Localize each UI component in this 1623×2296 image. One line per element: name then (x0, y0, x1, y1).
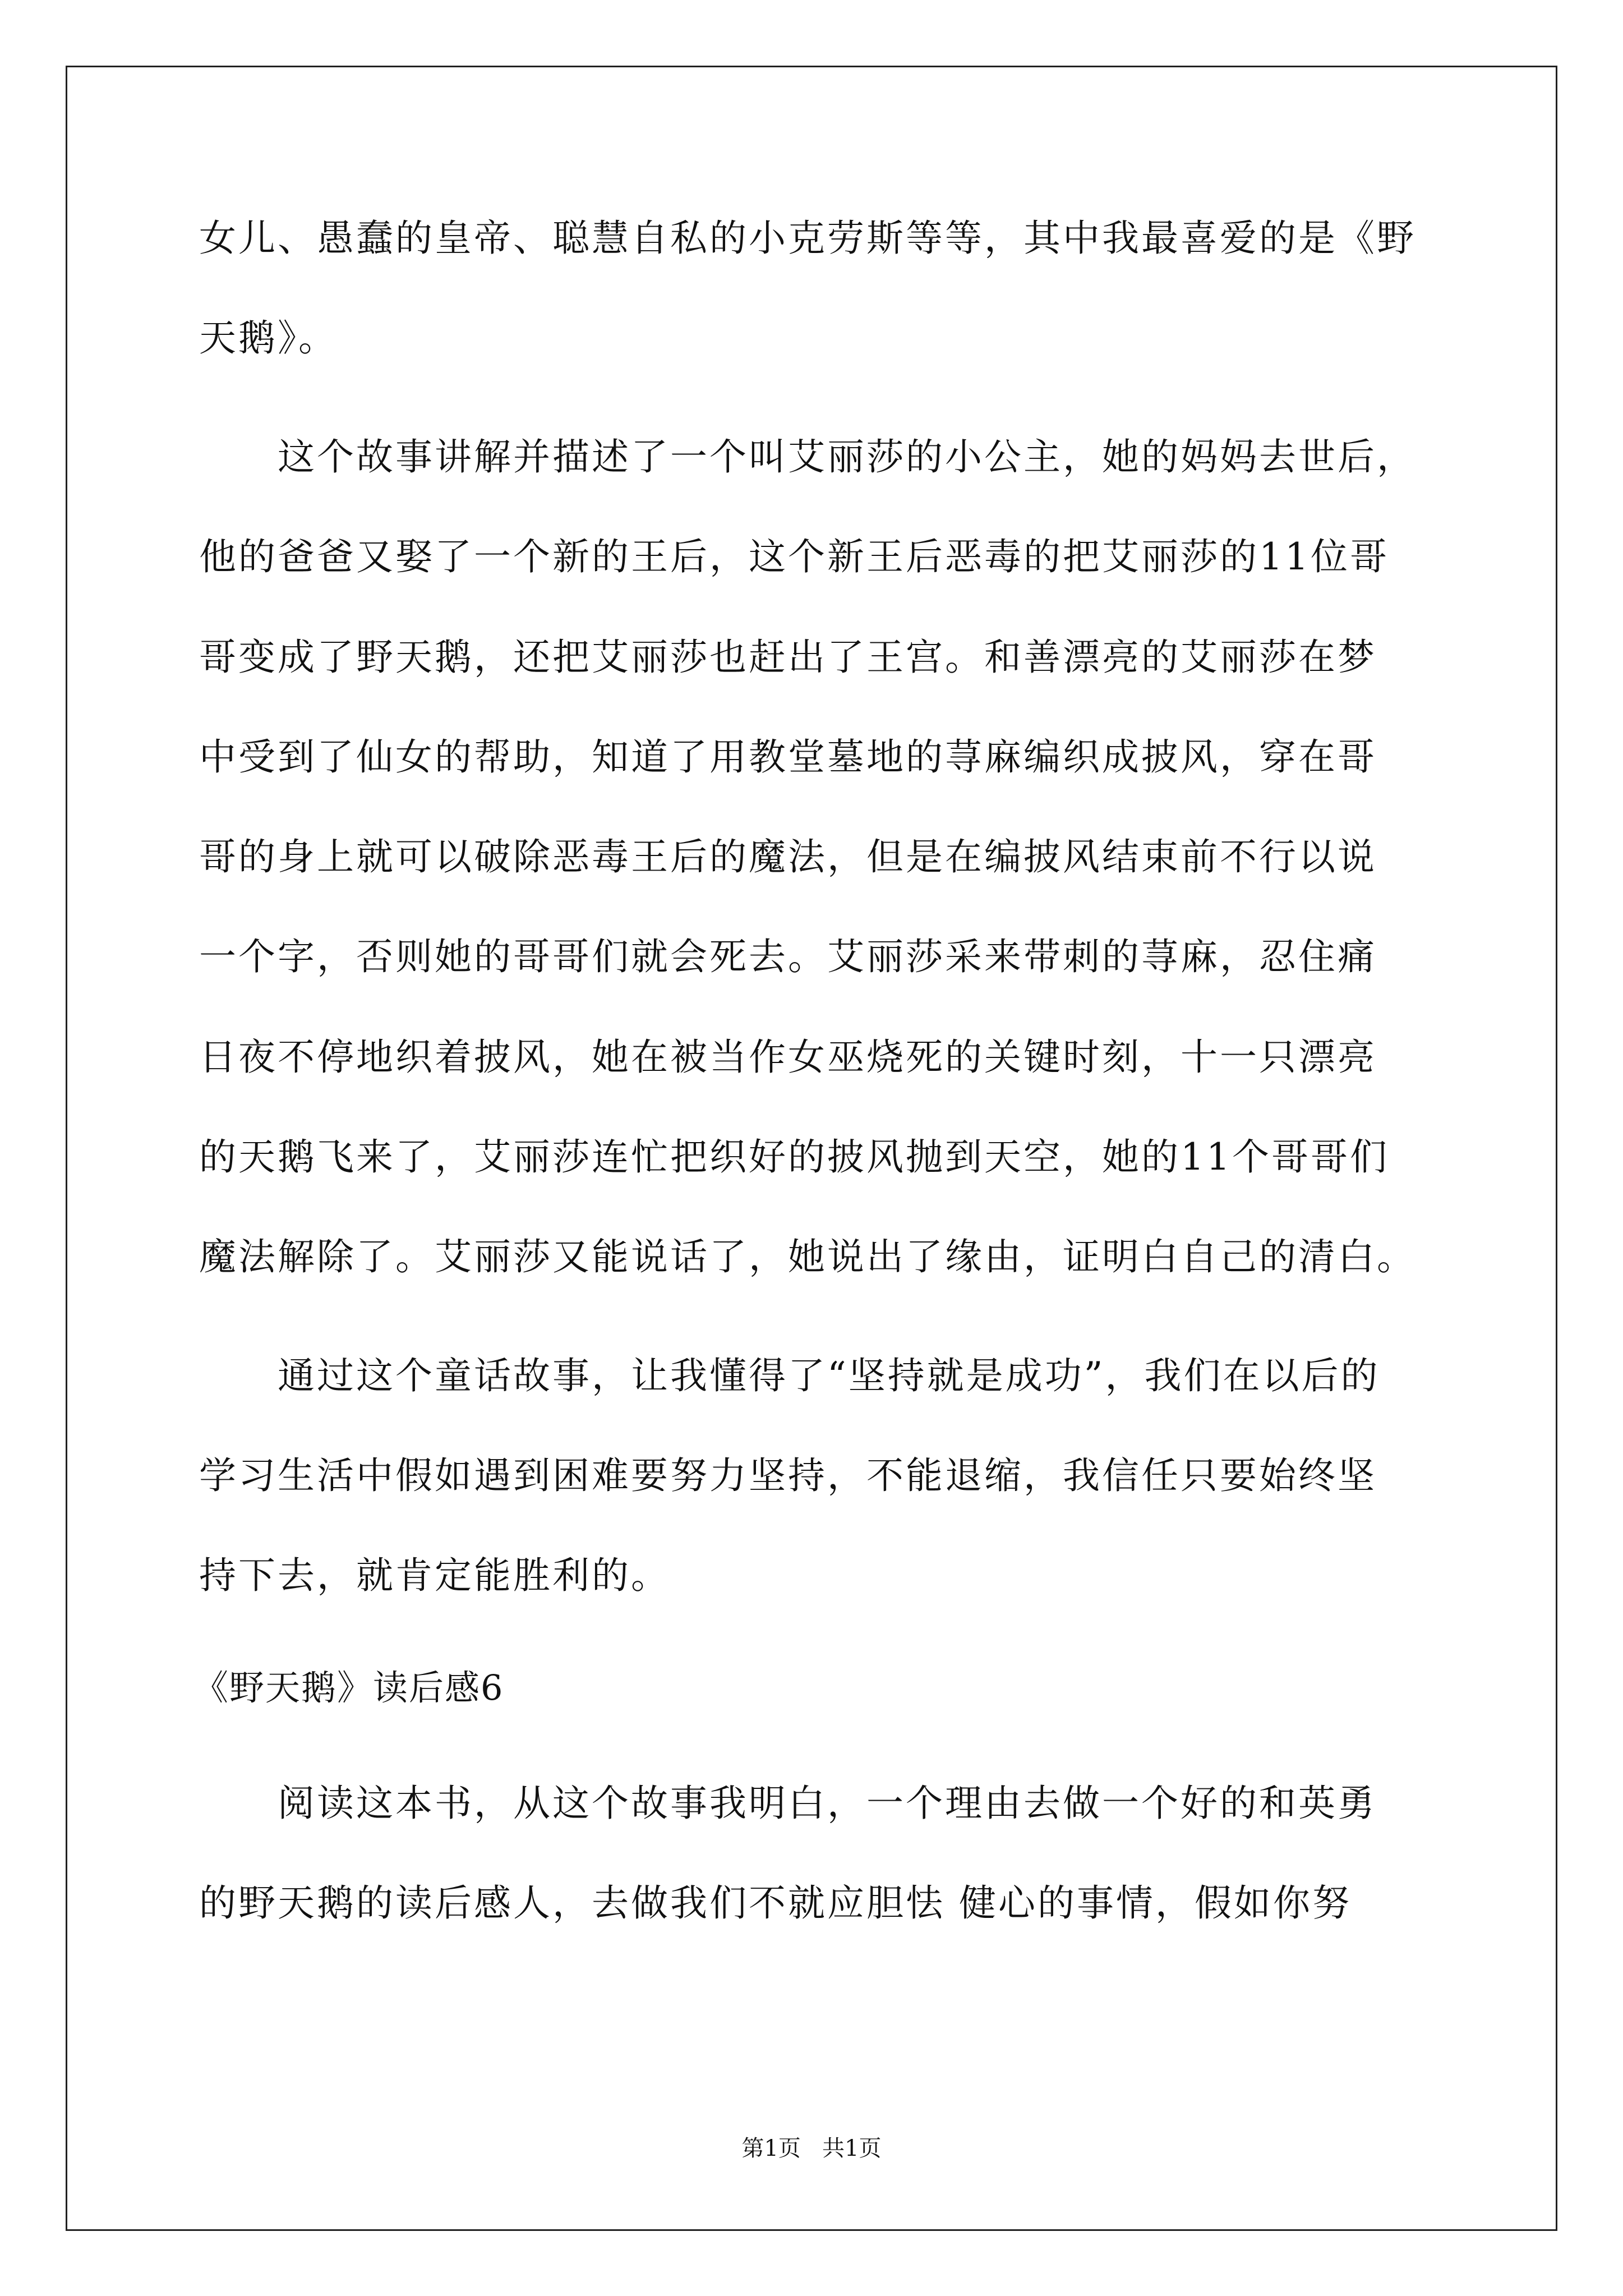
text-line-4: 他的爸爸又娶了一个新的王后，这个新王后恶毒的把艾丽莎的11位哥 (199, 535, 1389, 578)
text-line-13: 学习生活中假如遇到困难要努力坚持，不能退缩，我信任只要始终坚 (199, 1454, 1377, 1497)
text-line-1: 女儿、愚蠢的皇帝、聪慧自私的小克劳斯等等，其中我最喜爱的是《野 (199, 217, 1416, 260)
text-line-14: 持下去，就肯定能胜利的。 (199, 1554, 670, 1597)
text-line-7: 哥的身上就可以破除恶毒王后的魔法，但是在编披风结束前不行以说 (199, 835, 1377, 878)
section-heading: 《野天鹅》读后感6 (193, 1667, 504, 1708)
text-line-2: 天鹅》。 (199, 316, 338, 360)
text-line-9: 日夜不停地织着披风，她在被当作女巫烧死的关键时刻，十一只漂亮 (199, 1036, 1377, 1079)
text-line-5: 哥变成了野天鹅，还把艾丽莎也赶出了王宫。和善漂亮的艾丽莎在梦 (199, 636, 1377, 679)
text-line-11: 魔法解除了。艾丽莎又能说话了，她说出了缘由，证明白自己的清白。 (199, 1235, 1416, 1278)
text-line-15: 阅读这本书，从这个故事我明白，一个理由去做一个好的和英勇 (199, 1782, 1377, 1825)
text-line-10: 的天鹅飞来了，艾丽莎连忙把织好的披风抛到天空，她的11个哥哥们 (199, 1135, 1389, 1179)
text-line-6: 中受到了仙女的帮助，知道了用教堂墓地的荨麻编织成披风，穿在哥 (199, 735, 1377, 779)
text-line-3: 这个故事讲解并描述了一个叫艾丽莎的小公主，她的妈妈去世后， (199, 435, 1416, 478)
text-line-16: 的野天鹅的读后感人，去做我们不就应胆怯 健心的事情，假如你努 (199, 1881, 1352, 1925)
page-footer: 第1页 共1页 (741, 2136, 882, 2161)
text-line-8: 一个字，否则她的哥哥们就会死去。艾丽莎采来带刺的荨麻，忍住痛 (199, 935, 1377, 978)
text-line-12: 通过这个童话故事，让我懂得了“坚持就是成功”，我们在以后的 (199, 1354, 1380, 1397)
